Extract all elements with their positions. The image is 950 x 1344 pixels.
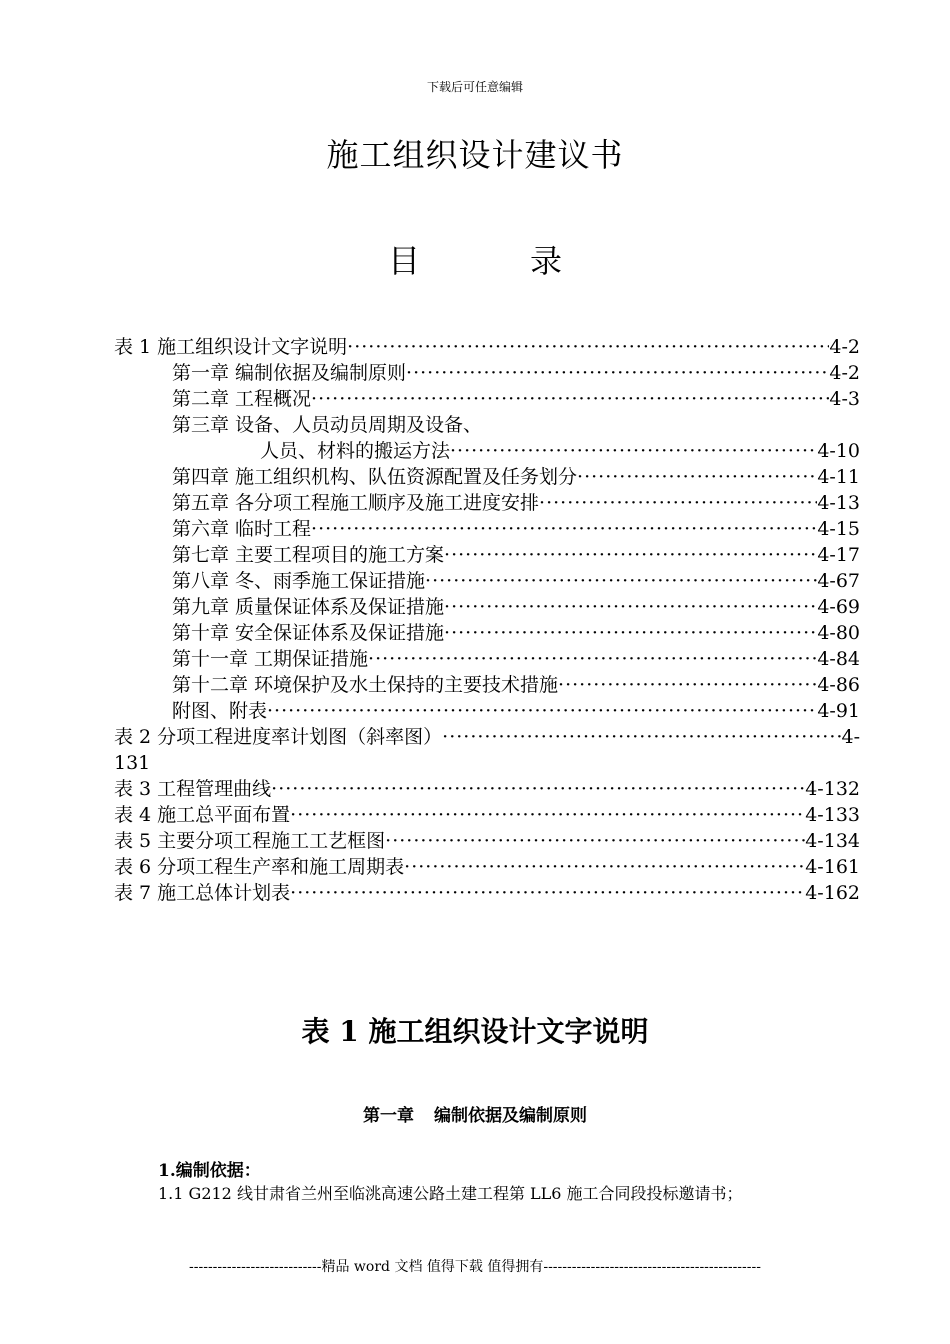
- document-title: 施工组织设计建议书: [326, 136, 624, 174]
- toc-entry[interactable]: [114, 724, 860, 750]
- toc-leader-dots: [347, 334, 829, 360]
- toc-entry-label: 第二章 工程概况: [172, 388, 312, 410]
- toc-leader-dots: [577, 464, 817, 490]
- toc-entry[interactable]: [114, 360, 860, 386]
- toc-entry-label: 第三章 设备、人员动员周期及设备、: [172, 414, 483, 436]
- toc-leader-dots: [442, 724, 841, 750]
- toc-leader-dots: [290, 802, 805, 828]
- toc-entry-page: 4-15: [817, 518, 860, 540]
- toc-leader-dots: [311, 516, 817, 542]
- toc-leader-dots: [267, 698, 817, 724]
- toc-entry-page: 4-: [841, 726, 860, 748]
- toc-entry-page: 4-11: [817, 466, 860, 488]
- toc-entry-label: 表 4 施工总平面布置: [114, 804, 291, 826]
- toc-entry[interactable]: [114, 542, 860, 568]
- toc-entry-page: 4-67: [817, 570, 860, 592]
- toc-entry-page: 4-2: [829, 336, 860, 358]
- toc-entry-label: 表 2 分项工程进度率计划图（斜率图）: [114, 726, 443, 748]
- chapter-number: 第一章: [363, 1106, 414, 1126]
- toc-entry[interactable]: [114, 594, 860, 620]
- toc-entry[interactable]: [114, 334, 860, 360]
- toc-entry-label: 第五章 各分项工程施工顺序及施工进度安排: [172, 492, 540, 514]
- toc-entry[interactable]: [114, 802, 860, 828]
- toc-entry[interactable]: [114, 620, 860, 646]
- toc-entry-label: 表 5 主要分项工程施工工艺框图: [114, 830, 386, 852]
- toc-entry-page: 4-162: [805, 882, 860, 904]
- toc-entry[interactable]: [114, 386, 860, 412]
- toc-entry[interactable]: [114, 516, 860, 542]
- toc-entry[interactable]: [114, 672, 860, 698]
- toc-entry[interactable]: [114, 776, 860, 802]
- basis-heading: 1.编制依据：: [158, 1161, 261, 1181]
- toc-entry-page: 4-3: [829, 388, 860, 410]
- toc-entry-label: 表 6 分项工程生产率和施工周期表: [114, 856, 405, 878]
- toc-entry-page: 4-80: [817, 622, 860, 644]
- toc-entry-page: 4-161: [805, 856, 860, 878]
- toc-entry-label: 第四章 施工组织机构、队伍资源配置及任务划分: [172, 466, 578, 488]
- toc-entry-page: 4-132: [805, 778, 860, 800]
- toc-entry-page: 4-133: [805, 804, 860, 826]
- chapter-name: 编制依据及编制原则: [434, 1106, 587, 1126]
- toc-leader-dots: [558, 672, 817, 698]
- toc-entry-label: 第一章 编制依据及编制原则: [172, 362, 407, 384]
- section-title: 表 1 施工组织设计文字说明: [301, 1015, 649, 1048]
- toc-entry-page: 4-84: [817, 648, 860, 670]
- toc-entry-label: 第六章 临时工程: [172, 518, 312, 540]
- toc-leader-dots: [271, 776, 805, 802]
- toc-leader-dots: [406, 360, 829, 386]
- toc-entry[interactable]: [114, 854, 860, 880]
- footer-note: ----------------------------精品 word 文档 值得下载 值得拥有----------------------------------------------: [189, 1259, 761, 1275]
- toc-entry-page: 4-10: [817, 440, 860, 462]
- basis-item: 1.1 G212 线甘肃省兰州至临洮高速公路土建工程第 LL6 施工合同段投标邀请书；: [158, 1184, 743, 1203]
- toc-entry[interactable]: [114, 646, 860, 672]
- toc-leader-dots: [539, 490, 817, 516]
- toc-heading-char-2: 录: [530, 242, 563, 280]
- toc-leader-dots: [311, 386, 829, 412]
- toc-entry-page: 4-69: [817, 596, 860, 618]
- toc-entry-label: 第九章 质量保证体系及保证措施: [172, 596, 445, 618]
- toc-entry[interactable]: [114, 412, 860, 438]
- toc-leader-dots: [290, 880, 805, 906]
- toc-entry[interactable]: [114, 464, 860, 490]
- toc-entry-label: 表 7 施工总体计划表: [114, 882, 291, 904]
- chapter-title: [0, 1101, 950, 1126]
- toc-entry-page: 4-86: [817, 674, 860, 696]
- toc-entry[interactable]: [114, 880, 860, 906]
- toc-entry-label: 表 1 施工组织设计文字说明: [114, 336, 348, 358]
- toc-entry-label: 第十一章 工期保证措施: [172, 648, 369, 670]
- toc-entry[interactable]: [114, 568, 860, 594]
- toc-entry-label: 附图、附表: [172, 700, 268, 722]
- toc-entry-page: 4-134: [805, 830, 860, 852]
- toc-entry-page: 4-2: [829, 362, 860, 384]
- toc-leader-dots: [385, 828, 805, 854]
- toc-entry-label: 人员、材料的搬运方法: [260, 440, 451, 462]
- toc-entry-page: 4-13: [817, 492, 860, 514]
- toc-heading-char-1: 目: [387, 242, 420, 280]
- toc-entry-label: 第十章 安全保证体系及保证措施: [172, 622, 445, 644]
- toc-leader-dots: [444, 542, 817, 568]
- toc-entry[interactable]: [114, 438, 860, 464]
- toc-entry-page: 4-17: [817, 544, 860, 566]
- toc-entry-label: 第八章 冬、雨季施工保证措施: [172, 570, 426, 592]
- toc-leader-dots: [450, 438, 817, 464]
- toc-entry[interactable]: [114, 698, 860, 724]
- toc-leader-dots: [368, 646, 817, 672]
- toc-entry-label: 131: [114, 752, 151, 774]
- toc-entry-label: 第十二章 环境保护及水土保持的主要技术措施: [172, 674, 559, 696]
- toc-entry-label: 第七章 主要工程项目的施工方案: [172, 544, 445, 566]
- toc-heading: [0, 236, 950, 282]
- toc-leader-dots: [444, 594, 817, 620]
- toc-entry[interactable]: [114, 750, 860, 776]
- toc-entry[interactable]: [114, 490, 860, 516]
- toc-leader-dots: [425, 568, 817, 594]
- toc-entry[interactable]: [114, 828, 860, 854]
- toc-entry-label: 表 3 工程管理曲线: [114, 778, 272, 800]
- toc-entry-page: 4-91: [817, 700, 860, 722]
- toc-leader-dots: [444, 620, 817, 646]
- header-note: 下载后可任意编辑: [426, 80, 523, 94]
- toc-leader-dots: [404, 854, 805, 880]
- table-of-contents: [114, 334, 860, 906]
